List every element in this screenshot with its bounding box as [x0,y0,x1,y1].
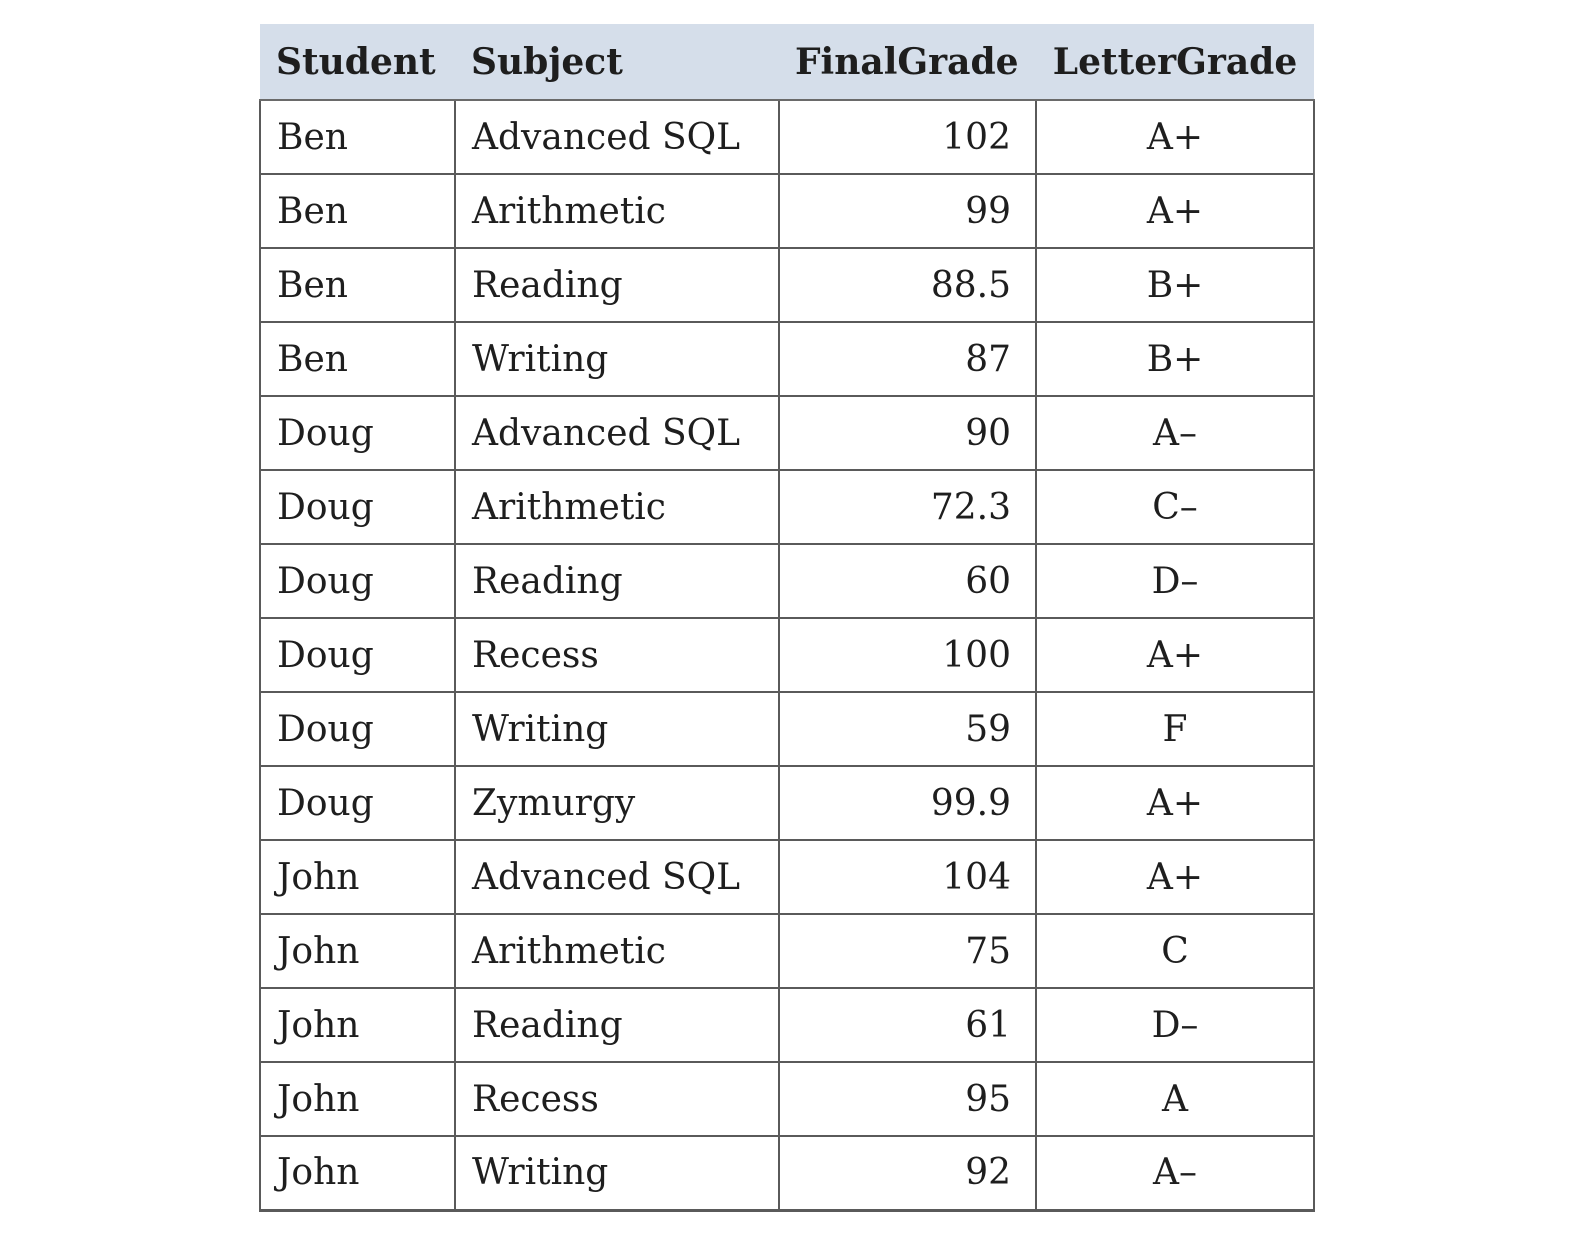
cell-final-grade: 60 [779,544,1036,618]
cell-final-grade: 92 [779,1136,1036,1210]
cell-subject: Recess [455,618,779,692]
table-row [260,988,1314,1062]
cell-subject: Arithmetic [455,914,779,988]
cell-letter-grade: A+ [1036,618,1314,692]
header-letter-grade: LetterGrade [1036,24,1314,100]
cell-student: Doug [260,766,455,840]
cell-student: Ben [260,248,455,322]
cell-subject: Advanced SQL [455,840,779,914]
cell-student: John [260,840,455,914]
cell-letter-grade: F [1036,692,1314,766]
cell-final-grade: 104 [779,840,1036,914]
cell-student: Ben [260,322,455,396]
cell-final-grade: 99.9 [779,766,1036,840]
header-final-grade: FinalGrade [779,24,1036,100]
cell-letter-grade: B+ [1036,248,1314,322]
cell-student: Ben [260,100,455,174]
table-row [260,766,1314,840]
cell-final-grade: 72.3 [779,470,1036,544]
cell-subject: Advanced SQL [455,396,779,470]
cell-final-grade: 99 [779,174,1036,248]
cell-letter-grade: C [1036,914,1314,988]
cell-subject: Writing [455,1136,779,1210]
cell-final-grade: 100 [779,618,1036,692]
cell-student: Doug [260,470,455,544]
cell-subject: Advanced SQL [455,100,779,174]
cell-final-grade: 88.5 [779,248,1036,322]
cell-student: Doug [260,396,455,470]
table-row [260,1062,1314,1136]
cell-letter-grade: B+ [1036,322,1314,396]
cell-subject: Writing [455,692,779,766]
table-row [260,322,1314,396]
table-row [260,100,1314,174]
cell-final-grade: 61 [779,988,1036,1062]
table-row [260,1136,1314,1210]
cell-final-grade: 59 [779,692,1036,766]
cell-student: John [260,988,455,1062]
cell-subject: Writing [455,322,779,396]
table-row [260,618,1314,692]
table-header [260,24,1314,100]
cell-student: Doug [260,544,455,618]
cell-student: John [260,914,455,988]
cell-letter-grade: A+ [1036,840,1314,914]
cell-subject: Zymurgy [455,766,779,840]
table-row [260,692,1314,766]
cell-letter-grade: A+ [1036,100,1314,174]
cell-letter-grade: A+ [1036,766,1314,840]
cell-student: Doug [260,692,455,766]
header-row [260,24,1314,100]
table-body [260,100,1314,1210]
cell-letter-grade: D– [1036,544,1314,618]
table-row [260,544,1314,618]
table-row [260,396,1314,470]
grades-table [259,24,1315,1212]
cell-final-grade: 87 [779,322,1036,396]
table-row [260,470,1314,544]
header-subject: Subject [455,24,779,100]
cell-subject: Reading [455,988,779,1062]
cell-final-grade: 90 [779,396,1036,470]
cell-letter-grade: A [1036,1062,1314,1136]
cell-letter-grade: C– [1036,470,1314,544]
cell-subject: Reading [455,248,779,322]
cell-student: Doug [260,618,455,692]
cell-letter-grade: A– [1036,1136,1314,1210]
cell-subject: Recess [455,1062,779,1136]
cell-letter-grade: A– [1036,396,1314,470]
cell-subject: Arithmetic [455,174,779,248]
header-student: Student [260,24,455,100]
cell-letter-grade: A+ [1036,174,1314,248]
table-row [260,248,1314,322]
cell-student: John [260,1136,455,1210]
cell-subject: Reading [455,544,779,618]
table-row [260,174,1314,248]
cell-letter-grade: D– [1036,988,1314,1062]
cell-final-grade: 95 [779,1062,1036,1136]
cell-subject: Arithmetic [455,470,779,544]
table-row [260,914,1314,988]
table-row [260,840,1314,914]
cell-final-grade: 75 [779,914,1036,988]
cell-student: Ben [260,174,455,248]
cell-final-grade: 102 [779,100,1036,174]
cell-student: John [260,1062,455,1136]
